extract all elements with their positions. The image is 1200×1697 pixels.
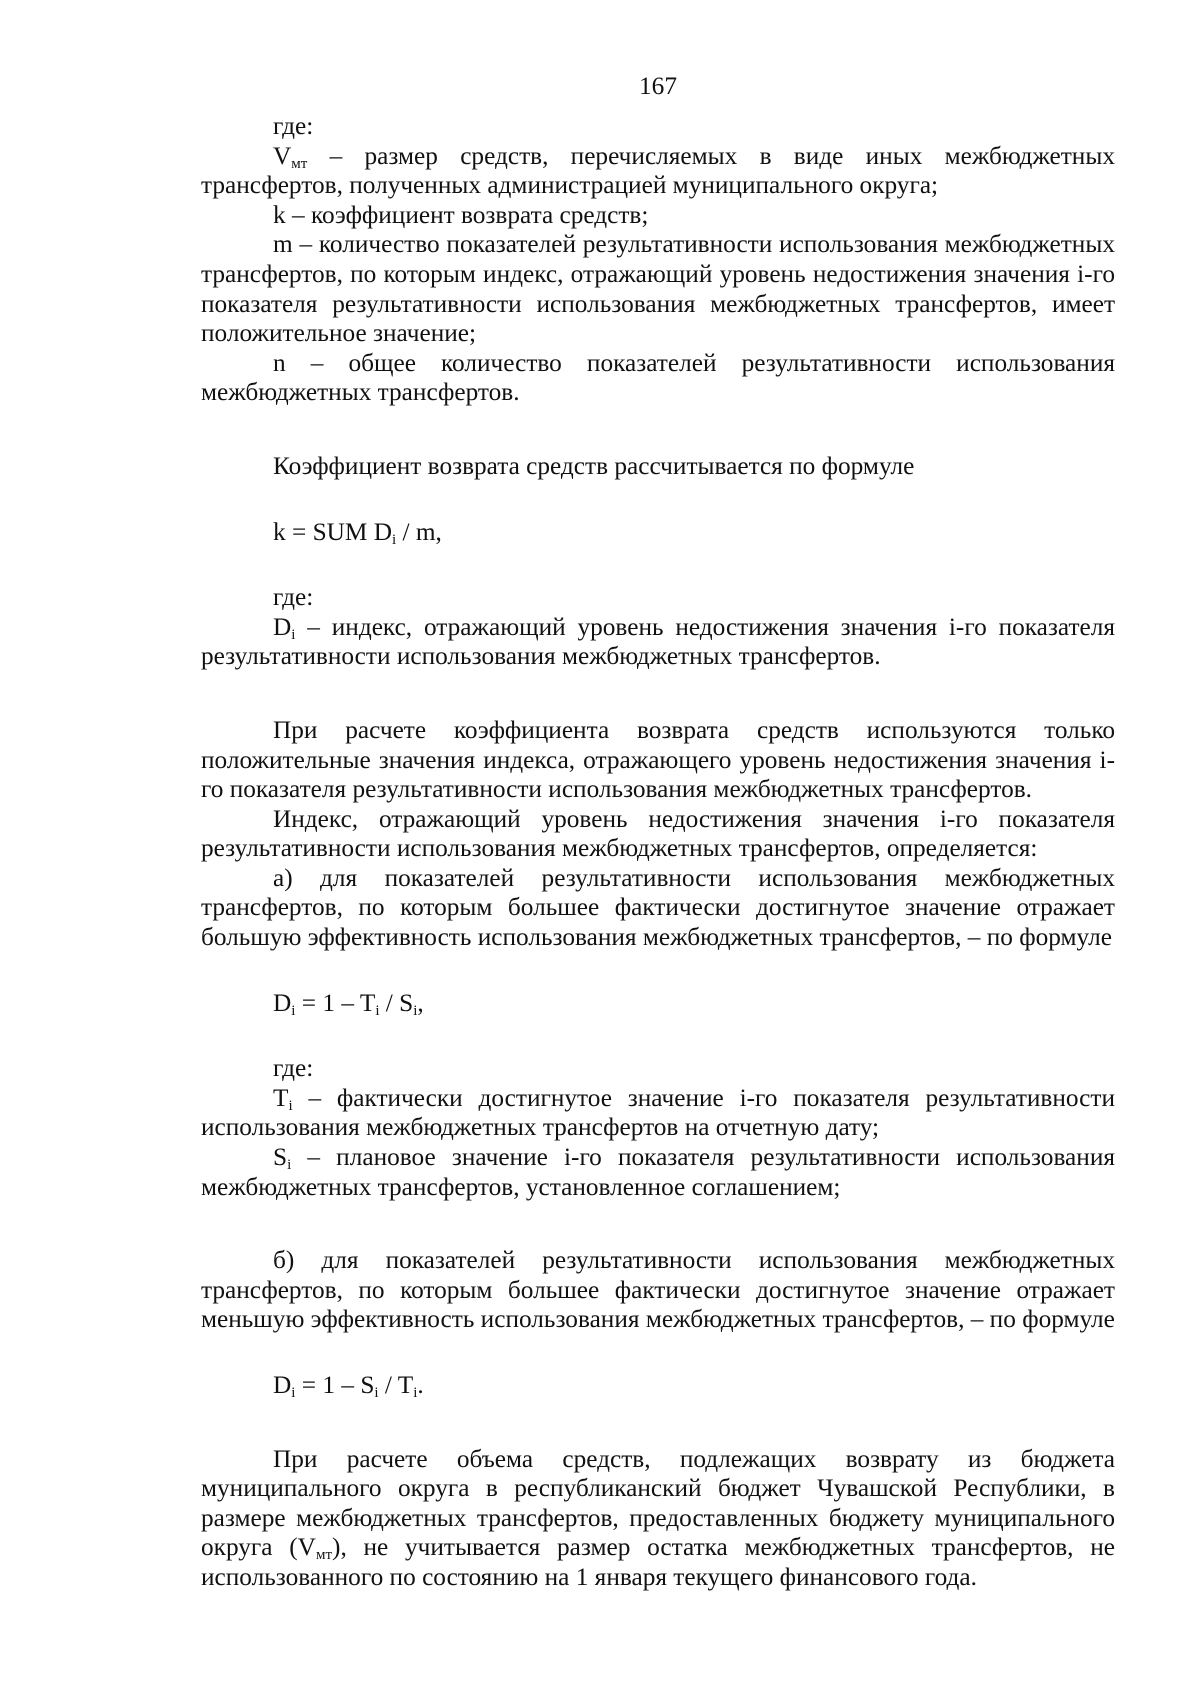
where-label: где: — [273, 583, 314, 612]
paragraph-index-definition: Индекс, отражающий уровень недостижения значения i-го показателя результативности использования межбюджетных трансфертов, определяется: — [201, 804, 1115, 863]
symbol-v: V — [273, 141, 292, 170]
definition-di-text: – индекс, отражающий уровень недостижения значения i-го показателя результативности использования межбюджетных трансфертов. — [201, 612, 1115, 671]
definition-ti-text: – фактически достигнутое значение i-го показателя результативности использования межбюджетных трансфертов на отчетную дату; — [201, 1083, 1115, 1142]
definition-vmt — [201, 142, 1115, 201]
formula-b: $D_i = 1 - S_i / T_i$. — [273, 1371, 424, 1401]
paragraph-positive-values: При расчете коэффициента возврата средств используются только положительные значения индекса, отражающего уровень недостижения значения i-го показателя результативности использования межбюджетных трансфертов. — [201, 715, 1115, 804]
paragraph-case-a: а) для показателей результативности использования межбюджетных трансфертов, по которым большее фактически достигнутое значение отражает большую эффективность использования межбюджетных трансфертов, – по формуле — [201, 863, 1115, 952]
symbol-t: T — [273, 1083, 289, 1112]
definition-k: k – коэффициент возврата средств; — [273, 200, 649, 229]
document-page — [201, 0, 1115, 1697]
subscript-mt: мт — [315, 1547, 333, 1564]
document-body — [201, 112, 1115, 1593]
definition-m: m – количество показателей результативности использования межбюджетных трансфертов, по которым индекс, отражающий уровень недостижения значения i-го показателя результативности использования межбюджетных трансфертов, имеет положительное значение; — [201, 230, 1115, 348]
where-label: где: — [273, 112, 314, 140]
symbol-d: D — [273, 612, 292, 641]
formula-k: k = SUM $D_i$ / m, — [273, 517, 442, 548]
where-label: где: — [273, 1054, 314, 1083]
symbol-s: S — [273, 1143, 288, 1172]
paragraph-final: При расчете объема средств, подлежащих возврату из бюджета муниципального округа в республиканский бюджет Чувашской Республики, в размере межбюджетных трансфертов, предоставленных бюджету муниципального округа $(V_{мт})$, не учитывается размер остатка межбюджетных трансфертов, не использованного по состоянию на 1 января текущего финансового года. — [201, 1444, 1115, 1591]
formula-a: $D_i = 1 - T_i / S_i$, — [273, 988, 424, 1019]
definition-di: $D_i$ – индекс, отражающий уровень недостижения значения i-го показателя результативности использования межбюджетных трансфертов. — [201, 612, 1115, 671]
definition-n: n – общее количество показателей результативности использования межбюджетных трансфертов. — [201, 348, 1115, 407]
definition-si-text: – плановое значение i-го показателя результативности использования межбюджетных трансфертов, установленное соглашением; — [201, 1143, 1115, 1201]
paragraph-case-b: б) для показателей результативности использования межбюджетных трансфертов, по которым большее фактически достигнутое значение отражает меньшую эффективность использования межбюджетных трансфертов, – по формуле — [201, 1246, 1115, 1334]
definition-vmt-text: – размер средств, перечисляемых в виде иных межбюджетных трансфертов, полученных администрацией муниципального округа; — [201, 141, 1115, 200]
definition-si: $S_i$ – плановое значение i-го показателя результативности использования межбюджетных трансфертов, установленное соглашением; — [201, 1143, 1115, 1201]
coefficient-intro: Коэффициент возврата средств рассчитывается по формуле — [273, 451, 915, 480]
definition-ti: $T_i$ – фактически достигнутое значение i-го показателя результативности использования межбюджетных трансфертов на отчетную дату; — [201, 1083, 1115, 1142]
subscript-mt: мт — [291, 155, 308, 172]
page-number: 167 — [639, 72, 677, 100]
